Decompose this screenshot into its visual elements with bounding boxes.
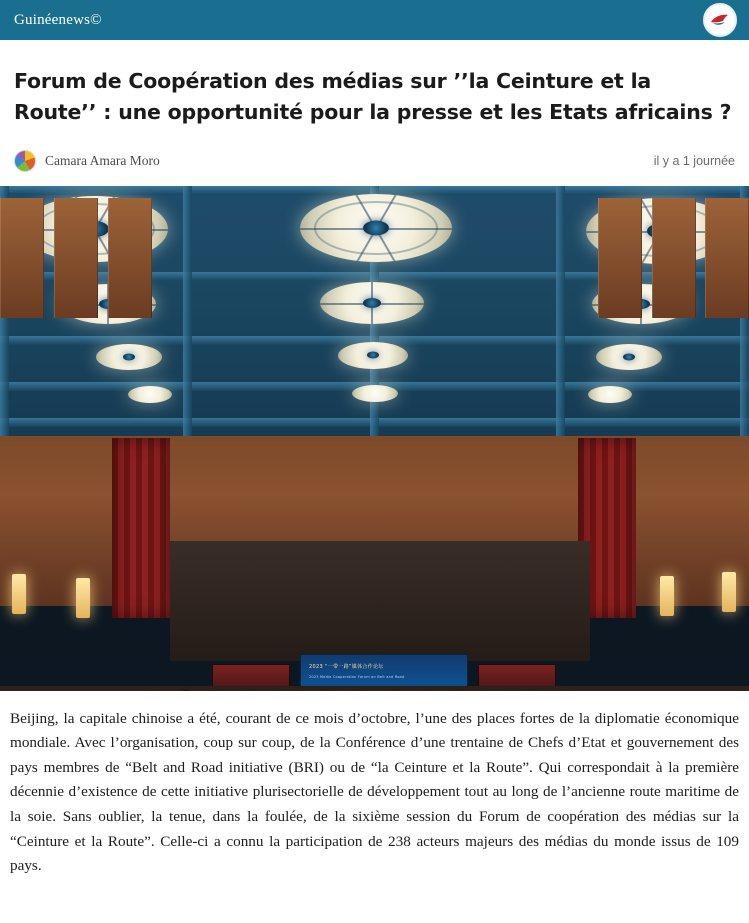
author-name[interactable]: Camara Amara Moro: [45, 152, 160, 168]
article-timestamp: il y a 1 journée: [653, 153, 735, 168]
ceiling-dome: [352, 385, 398, 402]
article: [0, 66, 749, 879]
wall-lamp: [660, 576, 674, 616]
screen-title: 2023 “一带一路”媒体合作论坛: [309, 663, 384, 670]
ceiling-dome: [338, 342, 408, 369]
wall-lamp: [76, 578, 90, 618]
curtain: [112, 438, 170, 618]
ceiling-dome: [96, 344, 162, 370]
avatar[interactable]: [703, 3, 737, 37]
hero-image: [0, 186, 749, 691]
author-avatar-icon: [14, 150, 36, 172]
ceiling-dome: [320, 282, 424, 324]
screen-subtitle: 2023 Media Cooperation Forum on Belt and Road: [309, 674, 405, 679]
ceiling-dome: [128, 386, 172, 403]
article-meta: [14, 150, 735, 172]
page-title: Forum de Coopération des médias sur ’’la Ceinture et la Route’’ : une opportunité pour la presse et les Etats africains ?: [14, 69, 732, 124]
ceiling-dome: [300, 194, 452, 262]
wall-lamp: [722, 572, 736, 612]
top-bar: [0, 0, 749, 40]
stage-backdrop: [170, 541, 590, 661]
author-block: [14, 150, 160, 172]
ceiling-dome: [596, 344, 662, 370]
article-body: Beijing, la capitale chinoise a été, courant de ce mois d’octobre, l’une des places fortes de la diplomatie économique mondiale. Avec l’organisation, coup sur coup, de la Conférence d’une trentaine de Chefs d’Etat et gouvernement des pays membres de “Belt and Road initiative (BRI) ou de “la Ceinture et la Route”. Qui correspondait à la première décennie d’existence de cette initiative plurisectorielle de développement tout au long de l’ancienne route maritime de la soie. Sans oublier, la tenue, dans la foulée, de la sixième session du Forum de coopération des médias sur la “Ceinture et la Route”. Celle-ci a connu la participation de 238 acteurs majeurs des médias du monde issus de 109 pays.: [10, 709, 739, 875]
wall-lamp: [12, 574, 26, 614]
bird-logo-icon: [707, 7, 733, 33]
site-brand[interactable]: Guinéenews©: [14, 11, 102, 28]
ceiling-dome: [588, 386, 632, 403]
audience-floor: [0, 686, 749, 691]
